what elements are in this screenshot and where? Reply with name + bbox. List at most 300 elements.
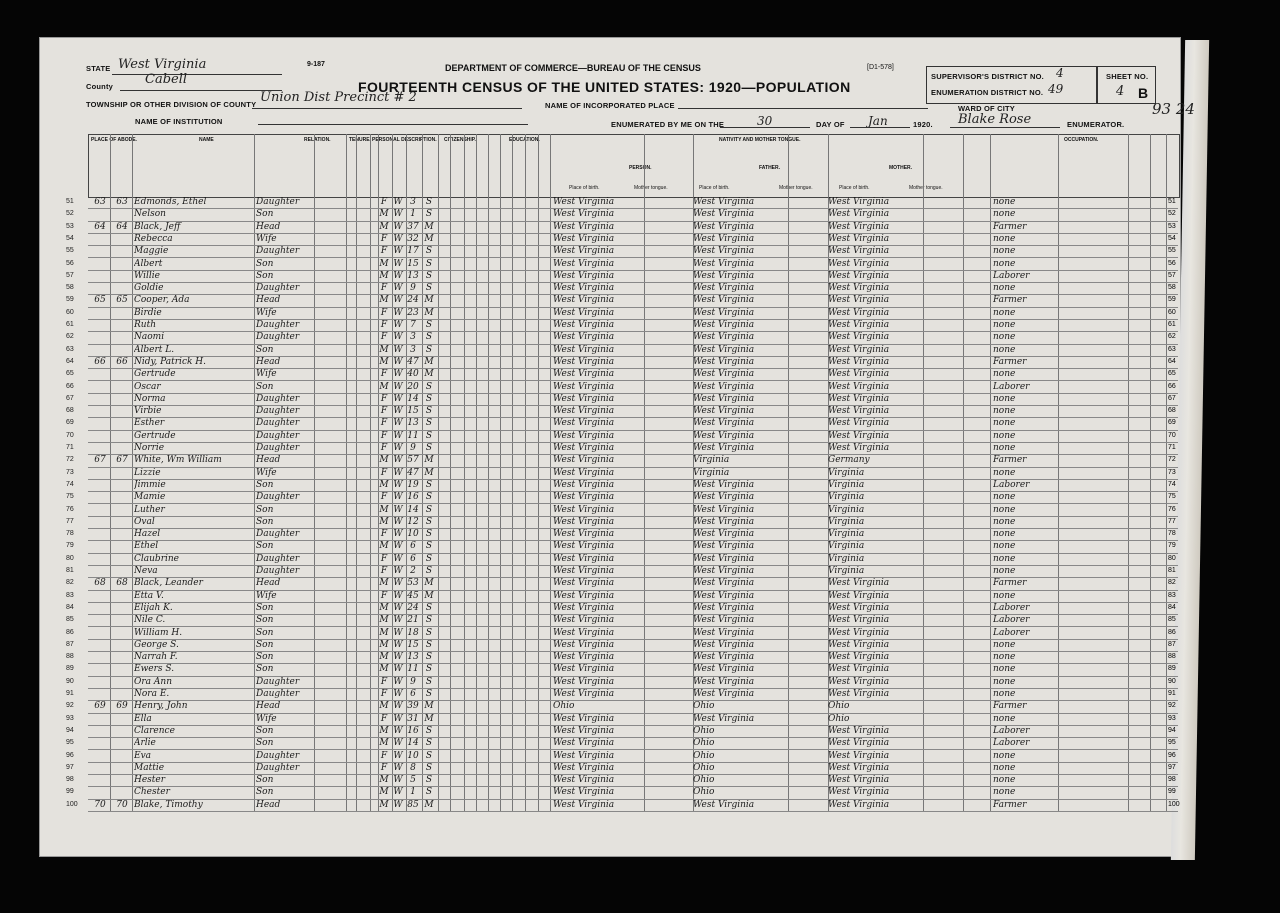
- cell-fam: 67: [116, 455, 128, 466]
- cell-fpob: West Virginia: [693, 615, 755, 626]
- cell-ms: S: [425, 270, 433, 281]
- cell-name: Rebecca: [134, 233, 173, 244]
- cell-ms: M: [424, 221, 434, 232]
- cell-occ: none: [993, 529, 1016, 540]
- col-mt-father: Mother tongue.: [779, 185, 813, 191]
- table-row: [66, 270, 1178, 283]
- cell-mpob: West Virginia: [828, 652, 890, 663]
- row-number-left: 51: [66, 198, 74, 205]
- cell-ms: S: [425, 787, 433, 798]
- cell-mpob: West Virginia: [828, 725, 890, 736]
- form-number: 9-187: [307, 61, 325, 68]
- day-of-label: DAY OF: [816, 120, 845, 129]
- cell-rel: Daughter: [256, 492, 300, 503]
- cell-occ: Laborer: [993, 615, 1030, 626]
- cell-name: Virbie: [134, 406, 162, 417]
- cell-fam: 70: [116, 799, 128, 810]
- cell-pob: West Virginia: [553, 430, 615, 441]
- cell-fam: 64: [116, 221, 128, 232]
- cell-fpob: West Virginia: [693, 283, 755, 294]
- row-number-left: 99: [66, 788, 74, 796]
- cell-sex: F: [380, 418, 388, 429]
- cell-fpob: West Virginia: [693, 590, 755, 601]
- row-number-left: 66: [66, 382, 74, 390]
- row-number-right: 72: [1168, 456, 1176, 464]
- cell-sex: M: [379, 504, 389, 515]
- cell-name: Cooper, Ada: [134, 295, 190, 306]
- cell-race: W: [393, 664, 403, 675]
- cell-dw: 66: [94, 356, 106, 367]
- cell-pob: West Virginia: [553, 381, 615, 392]
- cell-name: Ella: [134, 713, 152, 724]
- cell-fpob: West Virginia: [693, 639, 755, 650]
- col-occupation: OCCUPATION.: [1064, 137, 1099, 143]
- cell-fpob: Ohio: [693, 762, 715, 773]
- cell-ms: S: [425, 615, 433, 626]
- cell-pob: West Virginia: [553, 406, 615, 417]
- table-row: [66, 528, 1178, 541]
- cell-ms: S: [425, 406, 433, 417]
- row-number-right: 68: [1168, 407, 1176, 415]
- cell-pob: West Virginia: [553, 344, 615, 355]
- cell-pob: West Virginia: [553, 320, 615, 330]
- table-row: [66, 565, 1178, 578]
- cell-rel: Daughter: [256, 406, 300, 417]
- cell-name: Gertrude: [134, 430, 176, 441]
- cell-name: Clarence: [134, 725, 175, 736]
- row-number-right: 52: [1168, 210, 1176, 218]
- cell-sex: M: [379, 787, 389, 798]
- institution-label: NAME OF INSTITUTION: [135, 117, 223, 126]
- cell-name: Lizzie: [134, 467, 161, 478]
- row-number-left: 52: [66, 210, 74, 218]
- cell-occ: none: [993, 590, 1016, 601]
- cell-occ: Farmer: [993, 701, 1027, 712]
- cell-age: 15: [407, 639, 419, 650]
- col-pob-mother: Place of birth.: [839, 185, 870, 191]
- row-number-right: 51: [1168, 198, 1176, 205]
- cell-age: 16: [407, 492, 419, 503]
- row-number-left: 85: [66, 616, 74, 624]
- cell-pob: West Virginia: [553, 443, 615, 453]
- cell-occ: none: [993, 258, 1016, 269]
- cell-dw: 68: [94, 578, 106, 589]
- table-row: [66, 750, 1178, 763]
- corner-number: 93 24: [1152, 100, 1195, 118]
- cell-rel: Daughter: [256, 418, 300, 429]
- cell-race: W: [393, 258, 403, 269]
- cell-mpob: West Virginia: [828, 775, 890, 786]
- cell-sex: M: [379, 775, 389, 786]
- cell-mpob: West Virginia: [828, 233, 890, 244]
- cell-sex: M: [379, 664, 389, 675]
- table-row: [66, 676, 1178, 689]
- cell-race: W: [393, 393, 403, 404]
- cell-name: William H.: [134, 627, 183, 638]
- cell-name: Albert: [134, 258, 163, 269]
- cell-pob: West Virginia: [553, 516, 615, 527]
- cell-name: Norrie: [134, 443, 165, 453]
- table-row: [66, 516, 1178, 529]
- cell-pob: West Virginia: [553, 197, 615, 207]
- row-number-right: 88: [1168, 653, 1176, 661]
- cell-race: W: [393, 799, 403, 810]
- cell-occ: Farmer: [993, 356, 1027, 367]
- cell-ms: M: [424, 295, 434, 306]
- cell-rel: Son: [256, 258, 274, 269]
- cell-occ: none: [993, 393, 1016, 404]
- cell-ms: S: [425, 602, 433, 613]
- table-row: [66, 282, 1178, 295]
- cell-fpob: Ohio: [693, 750, 715, 761]
- cell-race: W: [393, 479, 403, 490]
- row-number-left: 98: [66, 776, 74, 784]
- cell-name: Ora Ann: [134, 676, 172, 687]
- row-number-right: 75: [1168, 493, 1176, 501]
- table-row: [66, 713, 1178, 726]
- cell-age: 40: [407, 369, 419, 380]
- cell-fpob: West Virginia: [693, 406, 755, 417]
- table-row: [66, 208, 1178, 221]
- cell-sex: F: [380, 689, 388, 699]
- row-number-right: 63: [1168, 345, 1176, 353]
- cell-race: W: [393, 492, 403, 503]
- row-number-right: 64: [1168, 357, 1176, 365]
- cell-fpob: Virginia: [693, 455, 730, 466]
- cell-ms: S: [425, 479, 433, 490]
- cell-age: 11: [407, 664, 419, 675]
- cell-race: W: [393, 332, 403, 343]
- row-number-right: 84: [1168, 603, 1176, 611]
- cell-race: W: [393, 676, 403, 687]
- cell-name: Etta V.: [134, 590, 164, 601]
- cell-name: George S.: [134, 639, 179, 650]
- cell-mpob: West Virginia: [828, 627, 890, 638]
- cell-dw: 70: [94, 799, 106, 810]
- row-number-right: 60: [1168, 308, 1176, 316]
- cell-fpob: Ohio: [693, 787, 715, 798]
- cell-name: Blake, Timothy: [134, 799, 203, 810]
- cell-pob: West Virginia: [553, 664, 615, 675]
- table-row: [66, 294, 1178, 307]
- row-number-left: 60: [66, 308, 74, 316]
- cell-mpob: West Virginia: [828, 430, 890, 441]
- cell-rel: Son: [256, 541, 274, 552]
- cell-rel: Son: [256, 652, 274, 663]
- cell-age: 8: [410, 762, 416, 773]
- cell-sex: F: [380, 529, 388, 540]
- row-number-right: 62: [1168, 333, 1176, 341]
- cell-age: 39: [407, 701, 419, 712]
- cell-race: W: [393, 381, 403, 392]
- cell-sex: F: [380, 713, 388, 724]
- cell-ms: S: [425, 738, 433, 749]
- sheet-suffix: B: [1138, 85, 1149, 101]
- table-row: [66, 430, 1178, 443]
- row-number-right: 74: [1168, 480, 1176, 488]
- col-pob-person: Place of birth.: [569, 185, 600, 191]
- cell-age: 13: [407, 270, 419, 281]
- cell-fpob: West Virginia: [693, 295, 755, 306]
- cell-age: 1: [410, 787, 416, 798]
- cell-mpob: Virginia: [828, 479, 865, 490]
- cell-sex: F: [380, 492, 388, 503]
- cell-age: 14: [407, 738, 419, 749]
- cell-age: 9: [410, 443, 416, 453]
- cell-sex: M: [379, 455, 389, 466]
- cell-occ: none: [993, 566, 1016, 576]
- cell-name: Chester: [134, 787, 170, 798]
- cell-ms: S: [425, 197, 433, 207]
- cell-name: White, Wm William: [134, 455, 222, 466]
- row-number-left: 100: [66, 800, 78, 808]
- col-citizenship: CITIZENSHIP.: [444, 137, 476, 143]
- table-row: [66, 590, 1178, 603]
- row-number-left: 95: [66, 739, 74, 747]
- table-row: [66, 454, 1178, 467]
- cell-name: Ewers S.: [134, 664, 175, 675]
- cell-age: 6: [410, 541, 416, 552]
- cell-occ: Laborer: [993, 479, 1030, 490]
- cell-age: 13: [407, 652, 419, 663]
- table-row: [66, 799, 1180, 812]
- cell-race: W: [393, 209, 403, 220]
- row-number-left: 93: [66, 714, 74, 722]
- cell-ms: S: [425, 639, 433, 650]
- cell-ms: S: [425, 443, 433, 453]
- row-number-left: 62: [66, 333, 74, 341]
- table-row: [66, 221, 1178, 234]
- cell-occ: none: [993, 443, 1016, 453]
- cell-sex: F: [380, 246, 388, 257]
- cell-fpob: Ohio: [693, 738, 715, 749]
- row-number-left: 61: [66, 321, 74, 328]
- cell-age: 6: [410, 553, 416, 564]
- col-person: PERSON.: [629, 165, 652, 171]
- cell-fpob: West Virginia: [693, 676, 755, 687]
- cell-mpob: West Virginia: [828, 799, 890, 810]
- ward-label: WARD OF CITY: [958, 104, 1015, 113]
- cell-pob: West Virginia: [553, 492, 615, 503]
- cell-occ: none: [993, 233, 1016, 244]
- cell-fam: 66: [116, 356, 128, 367]
- cell-mpob: West Virginia: [828, 615, 890, 626]
- cell-occ: none: [993, 307, 1016, 318]
- cell-mpob: West Virginia: [828, 578, 890, 589]
- cell-fpob: West Virginia: [693, 516, 755, 527]
- cell-pob: West Virginia: [553, 639, 615, 650]
- cell-race: W: [393, 406, 403, 417]
- row-number-left: 80: [66, 554, 74, 562]
- cell-mpob: Ohio: [828, 701, 850, 712]
- cell-age: 24: [407, 602, 419, 613]
- cell-mpob: West Virginia: [828, 750, 890, 761]
- cell-fpob: West Virginia: [693, 369, 755, 380]
- cell-name: Naomi: [134, 332, 165, 343]
- cell-ms: M: [424, 369, 434, 380]
- cell-sex: M: [379, 356, 389, 367]
- col-name: NAME: [199, 137, 214, 143]
- cell-race: W: [393, 775, 403, 786]
- cell-rel: Son: [256, 725, 274, 736]
- cell-occ: none: [993, 639, 1016, 650]
- table-row: [66, 319, 1178, 332]
- cell-name: Willie: [134, 270, 160, 281]
- row-number-right: 53: [1168, 222, 1176, 230]
- cell-race: W: [393, 430, 403, 441]
- table-row: [66, 245, 1178, 258]
- row-number-left: 65: [66, 370, 74, 378]
- cell-pob: West Virginia: [553, 566, 615, 576]
- row-number-right: 83: [1168, 591, 1176, 599]
- cell-rel: Wife: [256, 467, 277, 478]
- row-number-left: 63: [66, 345, 74, 353]
- cell-pob: West Virginia: [553, 467, 615, 478]
- cell-fpob: West Virginia: [693, 307, 755, 318]
- table-row: [66, 663, 1178, 676]
- cell-fam: 63: [116, 197, 128, 207]
- cell-pob: West Virginia: [553, 738, 615, 749]
- cell-mpob: West Virginia: [828, 418, 890, 429]
- cell-pob: West Virginia: [553, 307, 615, 318]
- cell-pob: West Virginia: [553, 393, 615, 404]
- cell-sex: M: [379, 652, 389, 663]
- cell-occ: none: [993, 344, 1016, 355]
- cell-fpob: West Virginia: [693, 529, 755, 540]
- cell-ms: S: [425, 258, 433, 269]
- row-number-right: 61: [1168, 321, 1176, 328]
- cell-fpob: West Virginia: [693, 418, 755, 429]
- cell-rel: Son: [256, 209, 274, 220]
- cell-race: W: [393, 590, 403, 601]
- cell-dw: 69: [94, 701, 106, 712]
- cell-fpob: West Virginia: [693, 332, 755, 343]
- cell-occ: none: [993, 541, 1016, 552]
- cell-race: W: [393, 627, 403, 638]
- table-row: [66, 196, 1178, 209]
- cell-race: W: [393, 320, 403, 330]
- cell-dw: 63: [94, 197, 106, 207]
- row-number-left: 68: [66, 407, 74, 415]
- cell-fpob: West Virginia: [693, 381, 755, 392]
- cell-age: 11: [407, 430, 419, 441]
- table-row: [66, 725, 1178, 738]
- cell-race: W: [393, 307, 403, 318]
- row-number-right: 91: [1168, 690, 1176, 697]
- cell-fpob: West Virginia: [693, 602, 755, 613]
- cell-ms: S: [425, 393, 433, 404]
- col-mt-person: Mother tongue.: [634, 185, 668, 191]
- cell-ms: M: [424, 713, 434, 724]
- cell-name: Claubrine: [134, 553, 179, 564]
- table-row: [66, 504, 1178, 517]
- cell-age: 5: [410, 775, 416, 786]
- cell-rel: Son: [256, 639, 274, 650]
- cell-race: W: [393, 418, 403, 429]
- cell-ms: M: [424, 307, 434, 318]
- cell-ms: S: [425, 430, 433, 441]
- cell-age: 18: [407, 627, 419, 638]
- table-row: [66, 331, 1178, 344]
- cell-sex: F: [380, 283, 388, 294]
- cell-name: Hester: [134, 775, 166, 786]
- row-number-right: 58: [1168, 284, 1176, 292]
- row-number-right: 77: [1168, 517, 1176, 525]
- row-number-left: 87: [66, 640, 74, 648]
- cell-rel: Wife: [256, 233, 277, 244]
- cell-rel: Head: [256, 295, 281, 306]
- row-number-left: 72: [66, 456, 74, 464]
- cell-pob: West Virginia: [553, 369, 615, 380]
- cell-rel: Daughter: [256, 529, 300, 540]
- cell-name: Maggie: [134, 246, 169, 257]
- cell-name: Mamie: [134, 492, 166, 503]
- cell-occ: none: [993, 418, 1016, 429]
- cell-name: Oval: [134, 516, 155, 527]
- row-number-left: 77: [66, 517, 74, 525]
- table-row: [66, 627, 1178, 640]
- cell-rel: Head: [256, 356, 281, 367]
- enumerator-label: ENUMERATOR.: [1067, 120, 1125, 129]
- cell-sex: M: [379, 725, 389, 736]
- row-number-right: 78: [1168, 530, 1176, 538]
- cell-mpob: West Virginia: [828, 356, 890, 367]
- cell-fpob: West Virginia: [693, 258, 755, 269]
- cell-age: 7: [410, 320, 416, 330]
- cell-fam: 69: [116, 701, 128, 712]
- row-number-left: 73: [66, 468, 74, 476]
- cell-age: 24: [407, 295, 419, 306]
- row-number-left: 97: [66, 763, 74, 771]
- cell-ms: M: [424, 233, 434, 244]
- cell-mpob: West Virginia: [828, 762, 890, 773]
- col-tenure: TENURE.: [349, 137, 371, 143]
- cell-rel: Son: [256, 602, 274, 613]
- row-number-left: 59: [66, 296, 74, 304]
- cell-mpob: West Virginia: [828, 209, 890, 220]
- cell-occ: Farmer: [993, 295, 1027, 306]
- cell-fpob: West Virginia: [693, 578, 755, 589]
- cell-occ: Farmer: [993, 578, 1027, 589]
- cell-age: 14: [407, 504, 419, 515]
- row-number-left: 86: [66, 628, 74, 636]
- cell-pob: West Virginia: [553, 356, 615, 367]
- cell-name: Eva: [134, 750, 152, 761]
- cell-race: W: [393, 701, 403, 712]
- row-number-right: 66: [1168, 382, 1176, 390]
- cell-pob: West Virginia: [553, 221, 615, 232]
- cell-rel: Daughter: [256, 553, 300, 564]
- cell-pob: West Virginia: [553, 713, 615, 724]
- table-row: [66, 639, 1178, 652]
- cell-mpob: West Virginia: [828, 258, 890, 269]
- row-number-left: 78: [66, 530, 74, 538]
- cell-occ: none: [993, 332, 1016, 343]
- cell-fpob: West Virginia: [693, 553, 755, 564]
- cell-pob: West Virginia: [553, 479, 615, 490]
- cell-occ: none: [993, 762, 1016, 773]
- cell-name: Black, Jeff: [134, 221, 181, 232]
- cell-occ: Laborer: [993, 602, 1030, 613]
- incorporated-label: NAME OF INCORPORATED PLACE: [545, 101, 675, 110]
- row-number-right: 98: [1168, 776, 1176, 784]
- row-number-right: 90: [1168, 677, 1176, 685]
- county-value: Cabell: [145, 72, 188, 87]
- row-number-left: 69: [66, 419, 74, 427]
- cell-age: 21: [407, 615, 419, 626]
- cell-mpob: Virginia: [828, 529, 865, 540]
- cell-name: Esther: [134, 418, 165, 429]
